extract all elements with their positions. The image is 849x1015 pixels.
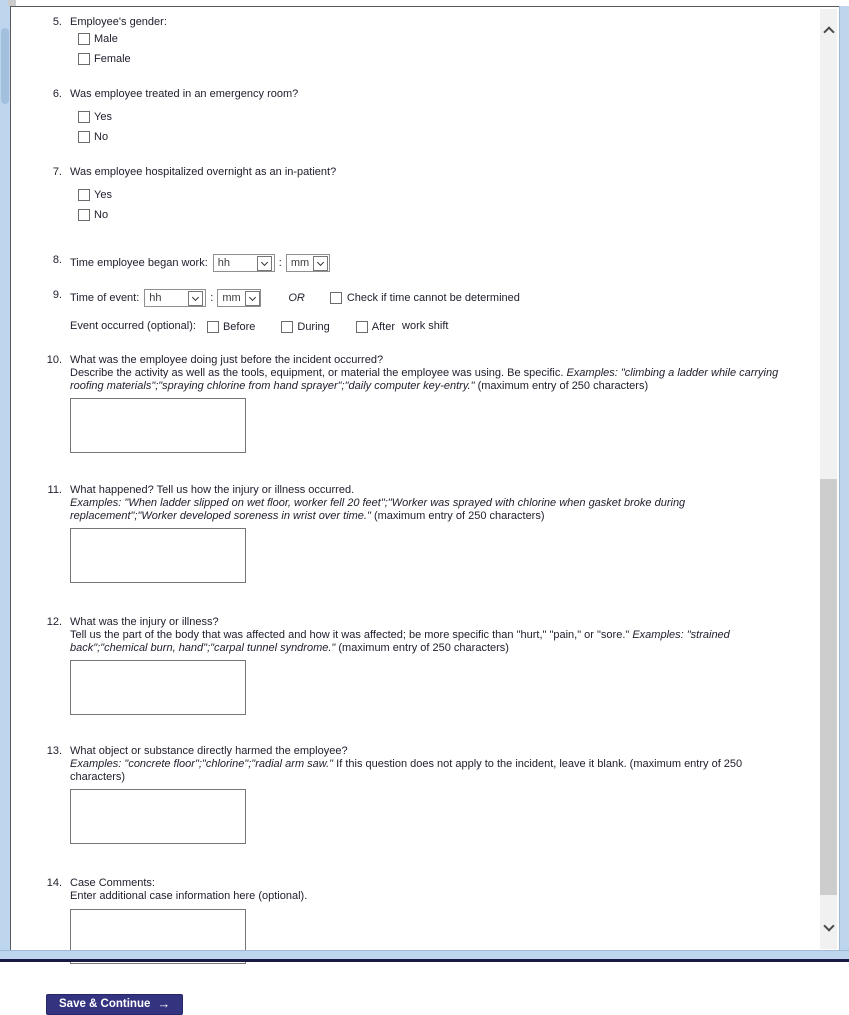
arrow-right-icon: → [157,995,171,1011]
checkbox-label: Before [222,320,256,333]
event-during-checkbox[interactable] [281,321,293,333]
checkbox-label: Male [94,33,118,45]
question-number: 6. [52,88,62,100]
checkbox-label: Female [94,53,131,65]
question-number: 12. [46,616,62,628]
event-minute-select[interactable]: mm [217,289,261,307]
question-number: 5. [52,16,62,28]
question-number: 7. [52,166,62,178]
question-title: What happened? Tell us how the injury or illness occurred. [70,484,355,496]
event-hour-select[interactable]: hh [144,289,206,307]
gender-female-checkbox[interactable] [78,53,90,65]
checkbox-label: After [371,320,396,333]
question-label: Time of event: [70,291,140,304]
event-occurred-label: Event occurred (optional): [70,320,196,332]
question-number: 13. [46,745,62,757]
question-number: 14. [46,877,62,889]
event-before-checkbox[interactable] [207,321,219,333]
chevron-down-icon[interactable] [188,291,203,306]
question-description: Enter additional case information here (optional). [70,890,308,902]
emergency-room-yes-checkbox[interactable] [78,111,90,123]
time-cannot-be-determined-checkbox[interactable] [330,292,342,304]
gender-male-checkbox[interactable] [78,33,90,45]
question-title: What was the injury or illness? [70,616,219,628]
chevron-down-icon[interactable] [257,256,272,271]
question-6 [42,88,812,143]
question-description: Examples: "When ladder slipped on wet floor, worker fell 20 feet";"Worker was sprayed with chlorine when gasket broke during replacement";"Worker developed soreness in wrist over time." (maximum entry of 250 characters) [70,497,686,522]
hospitalized-yes-checkbox[interactable] [78,189,90,201]
question-7 [42,166,812,221]
question-label: Time employee began work: [70,256,208,269]
question-label: Was employee hospitalized overnight as an in-patient? [70,166,337,178]
event-after-checkbox[interactable] [356,321,368,333]
injury-illness-textarea[interactable] [70,660,246,715]
question-label: Employee's gender: [70,16,167,28]
checkbox-label: Check if time cannot be determined [346,292,520,304]
work-begin-hour-select[interactable]: hh [213,254,275,272]
question-12 [42,616,812,719]
question-11 [42,484,812,587]
what-happened-textarea[interactable] [70,528,246,583]
checkbox-label: Yes [94,189,112,201]
question-number: 10. [46,354,62,366]
outer-scrollbar-thumb [1,28,9,104]
work-shift-suffix: work shift [402,320,449,332]
question-title: What object or substance directly harmed the employee? [70,745,348,757]
work-begin-minute-select[interactable]: mm [286,254,330,272]
footer-navy-band [0,959,849,962]
form-content [12,8,812,1015]
question-number: 8. [52,254,62,266]
or-label: OR [288,291,305,304]
scrollbar-thumb[interactable] [820,479,837,895]
checkbox-label: During [297,320,330,333]
activity-before-incident-textarea[interactable] [70,398,246,453]
scroll-down-arrow[interactable] [820,915,837,941]
question-number: 11. [47,484,62,496]
time-separator: : [210,291,214,304]
form-scrollbar[interactable] [820,9,837,949]
question-label: Was employee treated in an emergency room? [70,88,299,100]
time-separator: : [278,256,282,269]
chevron-down-icon[interactable] [313,256,328,271]
question-description: Describe the activity as well as the tools, equipment, or material the employee was using. Be specific. Examples: "climbing a ladder while carrying roofing materials";"spraying chlorine from hand sprayer";"daily computer key-entry." (maximum entry of 250 characters) [70,367,779,392]
question-5 [42,16,812,65]
question-number: 9. [52,289,62,301]
form-panel [10,6,839,1011]
chevron-down-icon[interactable] [245,291,260,306]
question-description: Tell us the part of the body that was affected and how it was affected; be more specific than "hurt," "pain," or "sore." Examples: "strained back";"chemical burn, hand";"carpal tunnel syndrome." (maximum entry of 250 characters) [70,629,730,654]
checkbox-label: No [94,209,109,221]
hospitalized-no-checkbox[interactable] [78,209,90,221]
scroll-up-arrow[interactable] [820,17,837,43]
checkbox-label: No [94,131,109,143]
question-13 [42,745,812,848]
object-substance-textarea[interactable] [70,789,246,844]
outer-left-blue-strip [0,0,10,951]
question-description: Examples: "concrete floor";"chlorine";"radial arm saw." If this question does not apply to the incident, leave it blank. (maximum entry of 250 characters) [70,758,743,783]
footer-blue-band [0,950,849,959]
question-title: Case Comments: [70,877,155,889]
outer-right-blue-strip [839,6,849,951]
question-8 [42,254,812,272]
checkbox-label: Yes [94,111,112,123]
emergency-room-no-checkbox[interactable] [78,131,90,143]
question-10 [42,354,812,457]
question-title: What was the employee doing just before the incident occurred? [70,354,384,366]
question-9 [42,289,812,333]
save-continue-button[interactable]: Save & Continue → [46,994,183,1015]
